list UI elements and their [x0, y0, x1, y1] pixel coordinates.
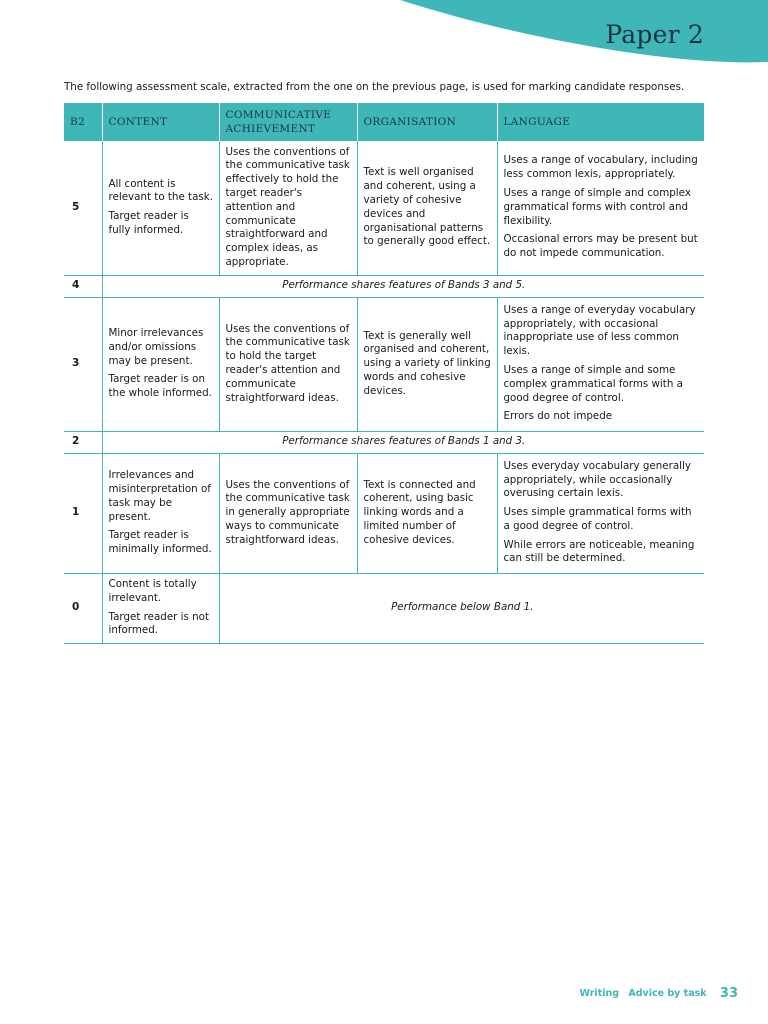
content-text: Target reader is minimally informed.: [108, 529, 212, 556]
column-header-organisation: ORGANISATION: [357, 103, 497, 141]
content-text: Target reader is on the whole informed.: [108, 373, 212, 400]
column-header-communicative-achievement: COMMUNICATIVE ACHIEVEMENT: [219, 103, 357, 141]
footer-subsection: Advice by task: [628, 988, 707, 999]
language-text: Errors do not impede: [503, 410, 613, 423]
organisation-text: Text is connected and coherent, using basic linking words and a limited number of cohesive devices.: [363, 478, 476, 546]
assessment-scale-table: [64, 103, 704, 644]
communicative-cell: [219, 453, 357, 573]
content-cell: [102, 573, 219, 643]
band-number: 2: [64, 431, 102, 453]
table-row-band-5: [64, 141, 704, 275]
page-title: Paper 2: [605, 20, 704, 49]
wave-shape: [400, 0, 768, 62]
table-header-row: [64, 103, 704, 141]
page-footer: [579, 986, 738, 1001]
below-band-cell: Performance below Band 1.: [219, 573, 704, 643]
band-number: 0: [64, 573, 102, 643]
content-cell: [102, 141, 219, 275]
communicative-text: Uses the conventions of the communicative task to hold the target reader's attention and communicate straightforward ideas.: [225, 322, 350, 404]
footer-section: Writing: [579, 988, 620, 999]
content-cell: [102, 453, 219, 573]
page-number: 33: [719, 986, 738, 1001]
band-number: 5: [64, 141, 102, 275]
shared-features-cell: Performance shares features of Bands 3 and 5.: [102, 275, 704, 297]
band-number: 1: [64, 453, 102, 573]
organisation-text: Text is well organised and coherent, using a variety of cohesive devices and organisational patterns to generally good effect.: [363, 166, 491, 248]
language-text: While errors are noticeable, meaning can still be determined.: [503, 538, 695, 565]
communicative-text: Uses the conventions of the communicative task effectively to hold the target reader's attention and communicate straightforward and complex ideas, as appropriate.: [225, 145, 350, 269]
content-text: Target reader is not informed.: [108, 610, 210, 637]
language-text: Uses a range of simple and complex grammatical forms with control and flexibility.: [503, 187, 691, 227]
band-number: 3: [64, 297, 102, 431]
language-cell: [497, 297, 704, 431]
content-text: Target reader is fully informed.: [108, 210, 189, 237]
table-row-band-3: [64, 297, 704, 431]
intro-text: The following assessment scale, extracted from the one on the previous page, is used for marking candidate responses.: [64, 81, 685, 93]
band-number: 4: [64, 275, 102, 297]
organisation-text: Text is generally well organised and coherent, using a variety of linking words and cohesive devices.: [363, 329, 491, 397]
language-text: Uses a range of simple and some complex grammatical forms with a good degree of control.: [503, 364, 683, 404]
content-cell: [102, 297, 219, 431]
organisation-cell: [357, 453, 497, 573]
column-header-b2: B2: [64, 103, 102, 141]
language-cell: [497, 453, 704, 573]
table-row-band-0: [64, 573, 704, 643]
communicative-cell: [219, 297, 357, 431]
language-cell: [497, 141, 704, 275]
shared-features-cell: Performance shares features of Bands 1 and 3.: [102, 431, 704, 453]
organisation-cell: [357, 141, 497, 275]
content-text: Content is totally irrelevant.: [108, 577, 197, 604]
content-text: Irrelevances and misinterpretation of task may be present.: [108, 469, 211, 523]
table-row-band-1: [64, 453, 704, 573]
language-text: Uses everyday vocabulary generally appropriately, while occasionally overusing certain lexis.: [503, 459, 691, 500]
language-text: Uses a range of vocabulary, including less common lexis, appropriately.: [503, 154, 698, 181]
content-text: Minor irrelevances and/or omissions may be present.: [108, 327, 204, 367]
table-row-band-4: [64, 275, 704, 297]
column-header-content: CONTENT: [102, 103, 219, 141]
language-text: Uses simple grammatical forms with a good degree of control.: [503, 506, 692, 532]
language-text: Occasional errors may be present but do not impede communication.: [503, 233, 698, 260]
table-row-band-2: [64, 431, 704, 453]
organisation-cell: [357, 297, 497, 431]
column-header-language: LANGUAGE: [497, 103, 704, 141]
communicative-text: Uses the conventions of the communicative task in generally appropriate ways to communicate straightforward ideas.: [225, 478, 350, 546]
communicative-cell: [219, 141, 357, 275]
language-text: Uses a range of everyday vocabulary appropriately, with occasional inappropriate use of less common lexis.: [503, 303, 696, 358]
content-text: All content is relevant to the task.: [108, 177, 214, 204]
